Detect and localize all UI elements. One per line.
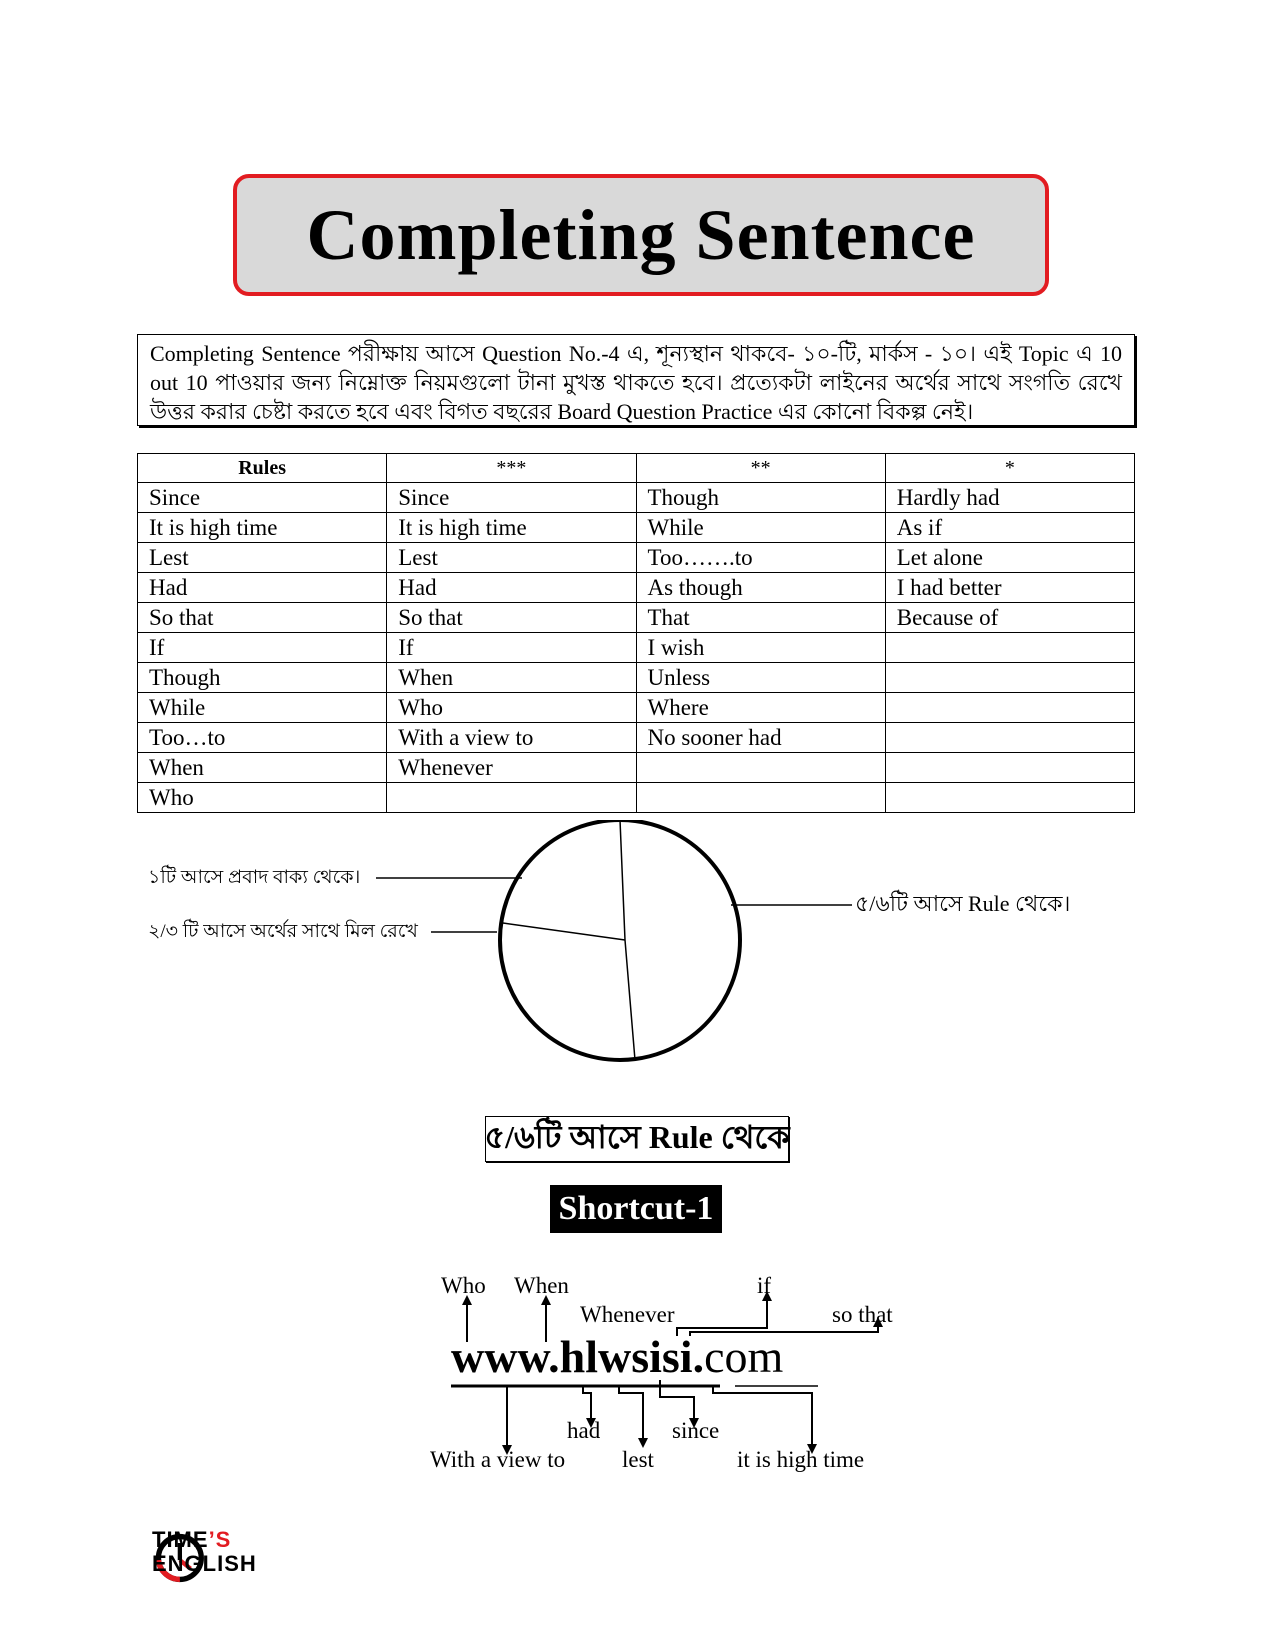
column-header: ***: [387, 454, 636, 483]
table-row: [138, 753, 1135, 783]
table-cell: Though: [138, 663, 387, 693]
table-cell: [885, 723, 1134, 753]
intro-paragraph: Completing Sentence পরীক্ষায় আসে Question No.-4 এ, শূন্যস্থান থাকবে- ১০-টি, মার্কস - ১০। এই Topic এ 10 out 10 পাওয়ার জন্য নিম্নোক্ত নিয়মগুলো টানা মুখস্ত থাকতে হবে। প্রত্যেকটা লাইনের অর্থের সাথে সংগতি রেখে উত্তর করার চেষ্টা করতে হবে এবং বিগত বছরের Board Question Practice এর কোনো বিকল্প নেই।: [137, 334, 1135, 426]
table-row: [138, 483, 1135, 513]
pie-label-proverb: ১টি আসে প্রবাদ বাক্য থেকে।: [148, 867, 361, 888]
rule-heading: ৫/৬টি আসে Rule থেকে: [485, 1116, 789, 1162]
mnemonic-so-that: so that: [832, 1302, 893, 1327]
pie-divider-bottom: [625, 940, 635, 1060]
table-cell: Hardly had: [885, 483, 1134, 513]
table-cell: Who: [138, 783, 387, 813]
table-cell: So that: [138, 603, 387, 633]
table-cell: No sooner had: [636, 723, 885, 753]
table-row: [138, 513, 1135, 543]
table-cell: Had: [138, 573, 387, 603]
table-cell: Had: [387, 573, 636, 603]
table-cell: [885, 633, 1134, 663]
table-cell: [636, 753, 885, 783]
table-cell: While: [138, 693, 387, 723]
table-cell: If: [138, 633, 387, 663]
table-cell: That: [636, 603, 885, 633]
table-cell: [636, 783, 885, 813]
page-title: Completing Sentence: [306, 194, 976, 275]
table-cell: Where: [636, 693, 885, 723]
table-row: [138, 633, 1135, 663]
table-row: [138, 693, 1135, 723]
pie-diagram: [0, 820, 1275, 1080]
table-cell: Because of: [885, 603, 1134, 633]
table-row: [138, 663, 1135, 693]
mnemonic-when: When: [514, 1273, 569, 1298]
mnemonic-since: since: [672, 1418, 720, 1443]
mnemonic-whenever: Whenever: [580, 1302, 675, 1327]
pie-label-rule: ৫/৬টি আসে Rule থেকে।: [855, 891, 1071, 916]
title-banner: [233, 174, 1049, 296]
mnemonic-lest: lest: [622, 1447, 654, 1472]
table-cell: [387, 783, 636, 813]
pie-divider-top: [620, 820, 625, 940]
mnemonic-if: if: [757, 1273, 772, 1298]
url-com-part: com: [704, 1331, 784, 1382]
table-cell: [885, 753, 1134, 783]
column-header: **: [636, 454, 885, 483]
table-cell: [885, 663, 1134, 693]
logo-text-english: ENGLISH: [152, 1551, 257, 1576]
table-cell: [885, 783, 1134, 813]
table-cell: As if: [885, 513, 1134, 543]
table-row: [138, 573, 1135, 603]
table-cell: Since: [387, 483, 636, 513]
table-cell: With a view to: [387, 723, 636, 753]
table-cell: Too…to: [138, 723, 387, 753]
table-row: [138, 543, 1135, 573]
column-header: Rules: [138, 454, 387, 483]
table-cell: It is high time: [138, 513, 387, 543]
table-cell: Whenever: [387, 753, 636, 783]
mnemonic-who: Who: [441, 1273, 486, 1298]
table-row: [138, 603, 1135, 633]
logo-text-time: TIME: [152, 1527, 209, 1552]
table-cell: When: [387, 663, 636, 693]
pie-divider-left: [503, 923, 625, 940]
mnemonic-it-is-high-time: it is high time: [737, 1447, 865, 1472]
arrow-lest: [619, 1386, 643, 1443]
shortcut-label: Shortcut-1: [550, 1185, 722, 1233]
mnemonic-had: had: [567, 1418, 601, 1443]
table-cell: Let alone: [885, 543, 1134, 573]
table-cell: Who: [387, 693, 636, 723]
table-cell: So that: [387, 603, 636, 633]
logo-text-apostrophe-s: ’S: [208, 1527, 232, 1552]
table-cell: Lest: [138, 543, 387, 573]
brand-logo: [152, 1528, 257, 1576]
table-cell: I had better: [885, 573, 1134, 603]
pie-label-meaning: ২/৩ টি আসে অর্থের সাথে মিল রেখে: [148, 921, 418, 942]
column-header: *: [885, 454, 1134, 483]
table-cell: Unless: [636, 663, 885, 693]
table-cell: Lest: [387, 543, 636, 573]
table-row: [138, 783, 1135, 813]
mnemonic-url: [451, 1330, 783, 1384]
table-cell: As though: [636, 573, 885, 603]
table-cell: [885, 693, 1134, 723]
table-header-row: [138, 454, 1135, 483]
arrow-it-is-high-time: [713, 1386, 812, 1449]
table-cell: Since: [138, 483, 387, 513]
table-cell: Too…….to: [636, 543, 885, 573]
table-cell: I wish: [636, 633, 885, 663]
url-bold-part: www.hlwsisi.: [451, 1331, 705, 1382]
rules-table: [137, 453, 1135, 813]
table-cell: Though: [636, 483, 885, 513]
table-cell: If: [387, 633, 636, 663]
table-cell: When: [138, 753, 387, 783]
table-cell: It is high time: [387, 513, 636, 543]
table-row: [138, 723, 1135, 753]
mnemonic-with-a-view-to: With a view to: [430, 1447, 566, 1472]
table-cell: While: [636, 513, 885, 543]
